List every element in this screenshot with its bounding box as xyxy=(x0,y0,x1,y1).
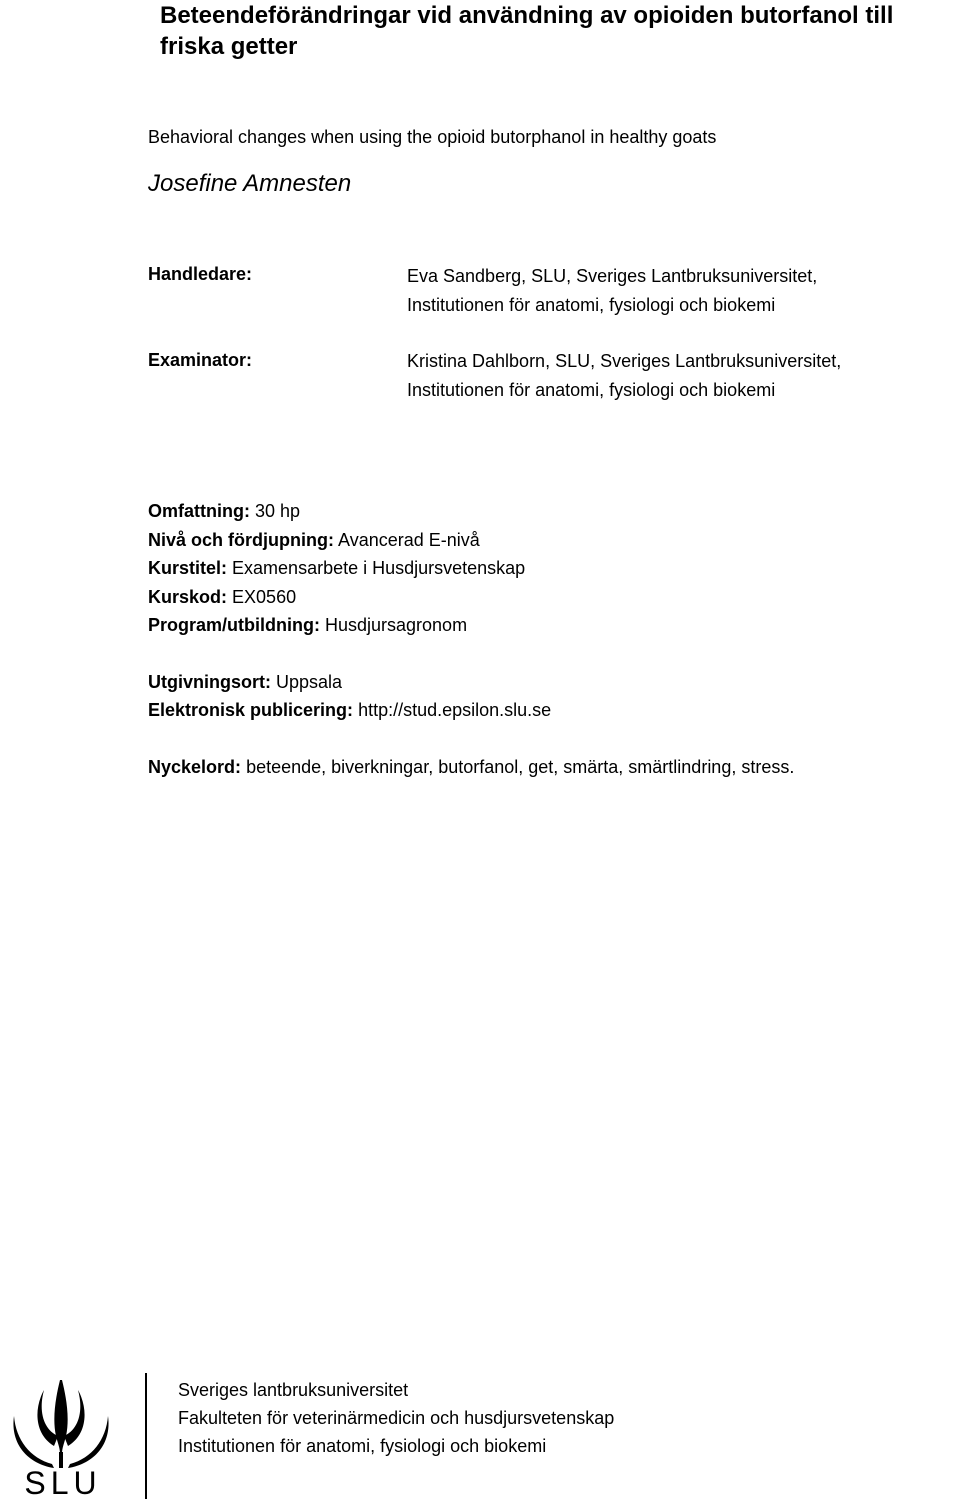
slu-logo-icon xyxy=(4,1378,122,1498)
document-title: Beteendeförändringar vid användning av opioiden butorfanol till friska getter xyxy=(160,2,894,60)
keywords: Nyckelord: beteende, biverkningar, butorfanol, get, smärta, smärtlindring, stress. xyxy=(148,757,795,777)
supervisor-line-2: Institutionen för anatomi, fysiologi och biokemi xyxy=(407,295,776,315)
examiner-line-1: Kristina Dahlborn, SLU, Sveriges Lantbruksuniversitet, xyxy=(407,351,842,371)
footer-divider xyxy=(145,1373,147,1499)
course-scope: Omfattning: 30 hp xyxy=(148,501,301,521)
svg-text:SLU: SLU xyxy=(24,1465,102,1498)
examiner-label: Examinator: xyxy=(148,350,253,370)
electronic-publication: Elektronisk publicering: http://stud.epsilon.slu.se xyxy=(148,700,552,720)
footer-department: Institutionen för anatomi, fysiologi och biokemi xyxy=(178,1436,547,1456)
course-code: Kurskod: EX0560 xyxy=(148,587,297,607)
author-name: Josefine Amnesten xyxy=(148,170,352,197)
publication-place: Utgivningsort: Uppsala xyxy=(148,672,343,692)
course-program: Program/utbildning: Husdjursagronom xyxy=(148,615,468,635)
course-level: Nivå och fördjupning: Avancerad E-nivå xyxy=(148,530,480,550)
course-title: Kurstitel: Examensarbete i Husdjursvetenskap xyxy=(148,558,526,578)
publication-link[interactable]: http://stud.epsilon.slu.se xyxy=(358,700,552,720)
supervisor-line-1: Eva Sandberg, SLU, Sveriges Lantbruksuniversitet, xyxy=(407,266,818,286)
footer-university: Sveriges lantbruksuniversitet xyxy=(178,1380,409,1400)
footer-faculty: Fakulteten för veterinärmedicin och husdjursvetenskap xyxy=(178,1408,615,1428)
supervisor-label: Handledare: xyxy=(148,264,253,284)
examiner-line-2: Institutionen för anatomi, fysiologi och biokemi xyxy=(407,380,776,400)
english-subtitle: Behavioral changes when using the opioid butorphanol in healthy goats xyxy=(148,127,717,147)
